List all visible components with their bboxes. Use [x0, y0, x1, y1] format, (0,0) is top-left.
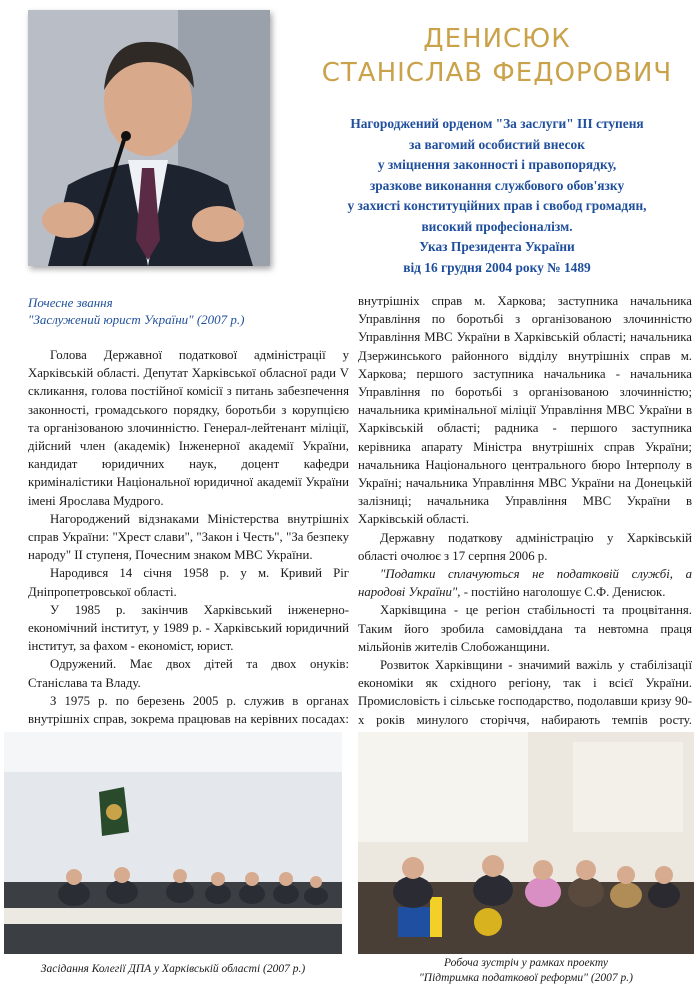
- award-line: Нагороджений орденом "За заслуги" III ступеня: [350, 116, 644, 131]
- award-line: від 16 грудня 2004 року № 1489: [403, 259, 591, 275]
- portrait-photo: [28, 10, 270, 266]
- paragraph: Харківщина - це регіон стабільності та процвітання. Таким його зробила самовіддана та невтомна праця мільйонів жителів Слобожанщини.: [358, 603, 692, 654]
- person-name: [300, 22, 694, 90]
- given-names: СТАНІСЛАВ ФЕДОРОВИЧ: [321, 58, 673, 88]
- paragraph: Нагороджений відзнаками Міністерства внутрішніх справ України: "Хрест слави", "Закон і Честь", "За безпеку народу" II ступеня, Почесним знаком МВС України.: [28, 511, 349, 563]
- award-line: Указ Президента України: [419, 239, 575, 254]
- quote-text: "Податки сплачуються не податковій службі, а народові України",: [358, 567, 692, 600]
- award-line: високий професіоналізм.: [421, 218, 573, 234]
- honor-label: Почесне звання: [28, 295, 113, 310]
- award-line: за вагомий особистий внесок: [409, 136, 585, 152]
- surname: ДЕНИСЮК: [423, 24, 571, 54]
- portrait-illustration: [28, 10, 270, 266]
- paragraph: Розвиток Харківщини - значимий важіль у стабілізації економіки як східного регіону, так і всієї України. Промисловість і сільське господарство, подолавши кризу 90-х років минулого сторіччя, набирають темпів росту.: [358, 658, 692, 727]
- paragraph-quote: [358, 565, 692, 601]
- left-text-column: [28, 346, 349, 746]
- meeting-photo: [4, 732, 342, 954]
- working-meeting-caption: [358, 956, 694, 986]
- meeting-caption: Засідання Колегії ДПА у Харківській області (2007 р.): [40, 963, 306, 975]
- award-line: у зміцнення законності і правопорядку,: [377, 157, 617, 172]
- caption-line: "Підтримка податкової реформи" (2007 р.): [418, 972, 634, 984]
- meeting-illustration: [4, 732, 342, 954]
- paragraph: У 1985 р. закінчив Харківський інженерно-економічний інститут, у 1989 р. - Харківський юридичний інститут, за фахом - економіст, юрист.: [28, 602, 349, 654]
- working-meeting-illustration: [358, 732, 694, 954]
- award-block: [300, 114, 694, 278]
- paragraph: Народився 14 січня 1958 р. у м. Кривий Ріг Дніпропетровської області.: [28, 566, 349, 599]
- right-text-column: [358, 292, 692, 765]
- paragraph: Одружений. Має двох дітей та двох онуків: Станіслава та Владу.: [28, 657, 349, 690]
- working-meeting-photo: [358, 732, 694, 954]
- paragraph: Голова Державної податкової адміністрації у Харківській області. Депутат Харківської обласної ради V скликання, голова постійної комісії з питань забезпечення законності, громадського порядку, боротьби з корупцією та організованою злочинністю. Генерал-лейтенант міліції, дійсний член (академік) Інженерної академії України, кандидат юридичних наук, доцент кафедри криміналістики Національної юридичної академії України імені Ярослава Мудрого.: [28, 348, 349, 508]
- paragraph: Державну податкову адміністрацію у Харківській області очолює з 17 серпня 2006 р.: [358, 530, 692, 563]
- award-line: зразкове виконання службового обов'язку: [369, 177, 625, 193]
- honor-name: "Заслужений юрист України" (2007 р.): [28, 312, 245, 327]
- paragraph: З 1975 р. по березень 2005 р. служив в органах внутрішніх справ, зокрема працював на керівних посадах:: [28, 693, 349, 727]
- caption-line: Робоча зустріч у рамках проекту: [444, 957, 608, 969]
- honor-title: [28, 294, 348, 328]
- paragraph: внутрішніх справ м. Харкова; заступника начальника Управління по боротьбі з організованою злочинністю Управління МВС України в Харківській області; начальника Дзержинського районного відділу внутрішніх справ м. Харкова; першого заступника начальника - начальника Управління по боротьбі з організованою злочинністю; начальника кримінальної міліції Управління МВС України в Харківській області; радника - першого заступника керівника апарату Міністра внутрішніх справ України; начальника Національного центрального бюро Інтерполу в Україні; начальника Управління МВС України на Донецькій залізниці; начальника Управління МВС України в Харківській області.: [358, 294, 692, 527]
- award-line: у захисті конституційних прав і свобод громадян,: [347, 198, 647, 213]
- quote-attribution: - постійно наголошує С.Ф. Денисюк.: [460, 585, 666, 600]
